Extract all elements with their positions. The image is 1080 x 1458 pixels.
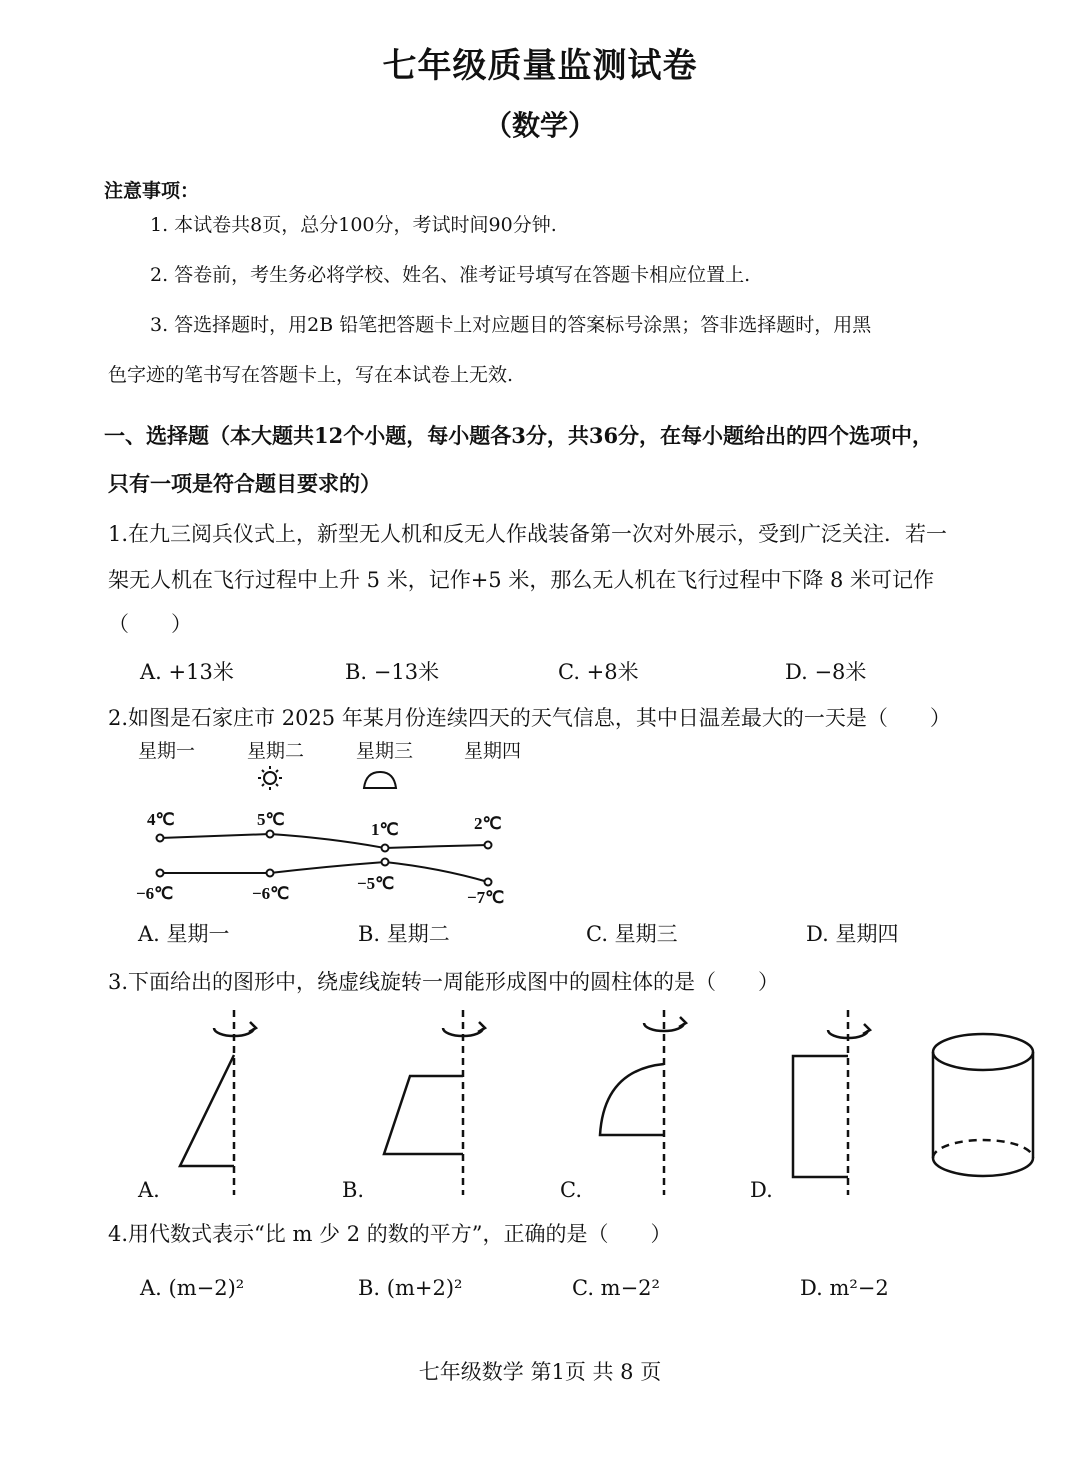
section-heading: 一、选择题（本大题共12个小题，每小题各3分，共36分，在每小题给出的四个选项中， (104, 423, 934, 448)
q2-option-b: B. 星期二 (358, 922, 450, 946)
temp-point (382, 845, 389, 852)
day-label: 星期一 (138, 740, 196, 762)
q4-stem: 4.用代数式表示“比 m 少 2 的数的平方”，正确的是（ ） (108, 1222, 672, 1246)
q3-label-c: C. (560, 1178, 582, 1202)
q3-stem: 3.下面给出的图形中，绕虚线旋转一周能形成图中的圆柱体的是（ ） (108, 970, 780, 994)
notice-item: 色字迹的笔书写在答题卡上，写在本试卷上无效. (108, 364, 514, 386)
sun-icon (258, 766, 282, 790)
cylinder-figure (933, 1034, 1033, 1176)
temp-point (157, 835, 164, 842)
figure-a-triangle (180, 1010, 256, 1195)
page-title: 七年级质量监测试卷 (382, 46, 698, 86)
temp-point (267, 831, 274, 838)
temp-point (267, 870, 274, 877)
figure-c-quarter-circle (600, 1010, 686, 1195)
temp-point (382, 859, 389, 866)
q2-option-d: D. 星期四 (806, 922, 899, 946)
q1-stem: 1.在九三阅兵仪式上，新型无人机和反无人作战装备第一次对外展示，受到广泛关注．若一 (108, 522, 948, 546)
low-temp-line (160, 862, 488, 882)
page-footer: 七年级数学 第1页 共 8 页 (418, 1360, 662, 1384)
q1-option-d: D. −8米 (785, 660, 867, 684)
temp-point (485, 879, 492, 886)
low-temp-label: −5℃ (357, 874, 395, 893)
notice-item: 2. 答卷前，考生务必将学校、姓名、准考证号填写在答题卡相应位置上. (150, 264, 751, 286)
q4-option-c: C. m−2² (572, 1276, 660, 1300)
section-heading-cont: 只有一项是符合题目要求的） (108, 471, 381, 496)
high-temp-label: 5℃ (257, 810, 285, 829)
notice-heading: 注意事项： (104, 180, 200, 202)
q2-option-c: C. 星期三 (586, 922, 678, 946)
q1-answer-bracket: （ ） (108, 612, 192, 636)
q4-option-a: A. (m−2)² (140, 1276, 245, 1300)
temp-point (485, 842, 492, 849)
day-label: 星期三 (356, 740, 414, 762)
notice-item: 3. 答选择题时，用2B 铅笔把答题卡上对应题目的答案标号涂黑；答非选择题时，用黑 (150, 314, 872, 336)
figure-b-trapezoid (384, 1010, 485, 1195)
q2-option-a: A. 星期一 (138, 922, 230, 946)
low-temp-label: −6℃ (252, 884, 290, 903)
q3-label-a: A. (138, 1178, 160, 1202)
subject-subtitle: （数学） (483, 109, 596, 142)
q3-label-d: D. (750, 1178, 773, 1202)
high-temp-label: 4℃ (147, 810, 175, 829)
temp-point (157, 870, 164, 877)
cloud-icon (364, 772, 396, 788)
low-temp-label: −7℃ (467, 888, 505, 907)
q1-option-a: A. +13米 (140, 660, 234, 684)
low-temp-label: −6℃ (136, 884, 174, 903)
day-label: 星期四 (464, 740, 522, 762)
high-temp-label: 2℃ (474, 814, 502, 833)
q4-option-d: D. m²−2 (800, 1276, 889, 1300)
q1-option-c: C. +8米 (558, 660, 639, 684)
q3-label-b: B. (342, 1178, 365, 1202)
q2-stem: 2.如图是石家庄市 2025 年某月份连续四天的天气信息，其中日温差最大的一天是（ ） (108, 706, 951, 730)
notice-item: 1. 本试卷共8页，总分100分，考试时间90分钟. (150, 214, 557, 236)
figure-d-rectangle (793, 1010, 870, 1195)
day-label: 星期二 (247, 740, 305, 762)
high-temp-label: 1℃ (371, 820, 399, 839)
q4-option-b: B. (m+2)² (358, 1276, 463, 1300)
high-temp-line (160, 834, 488, 848)
q1-option-b: B. −13米 (345, 660, 440, 684)
q1-stem-cont: 架无人机在飞行过程中上升 5 米，记作+5 米，那么无人机在飞行过程中下降 8 米可记作 (108, 568, 935, 592)
